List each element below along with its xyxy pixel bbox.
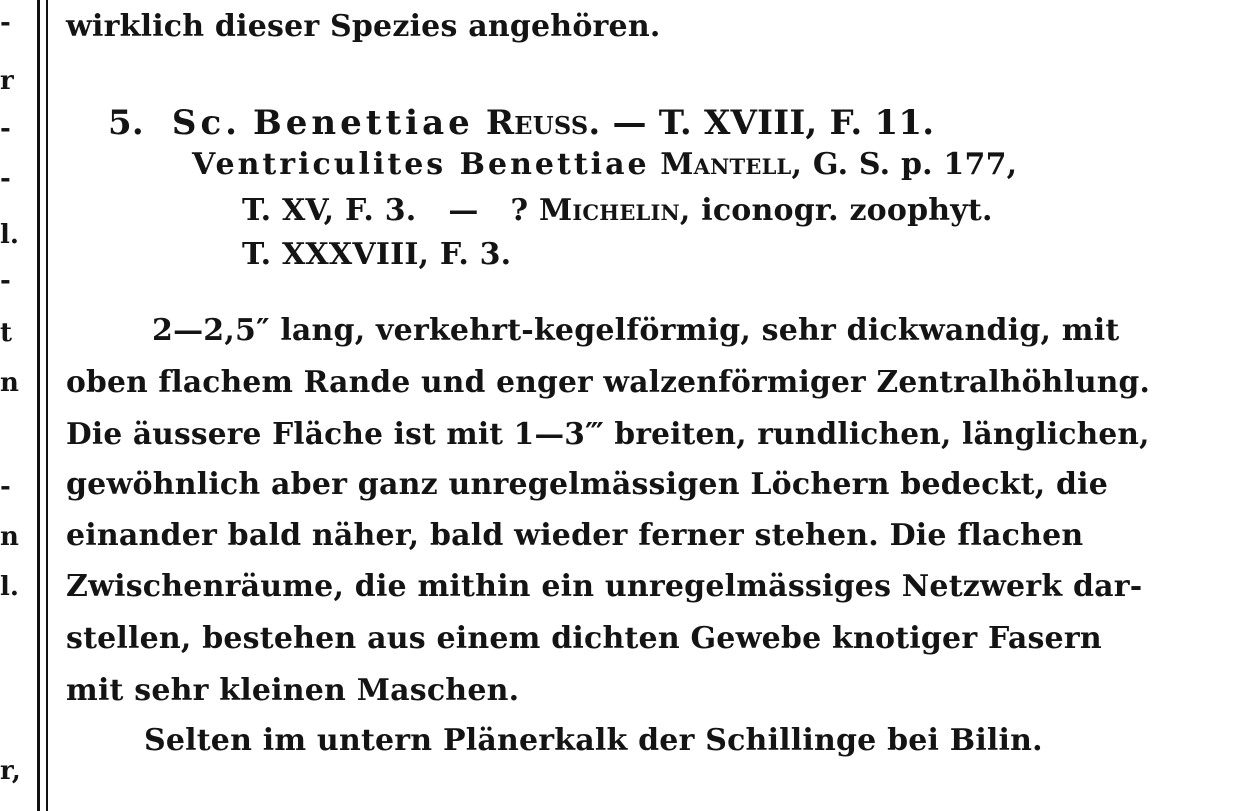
synonym-work: iconogr. zoophyt. xyxy=(701,193,993,228)
fragment: n xyxy=(0,368,19,398)
species-author: Reuss. xyxy=(485,103,601,143)
column-divider-rule xyxy=(46,0,48,811)
description-line: Die äussere Fläche ist mit 1—3‴ breiten, rundlichen, länglichen, xyxy=(66,417,1150,452)
fragment: - xyxy=(0,472,11,502)
fragment: l. xyxy=(0,220,19,250)
synonym-name: Ventriculites Benettiae xyxy=(192,147,650,182)
fragment: n xyxy=(0,522,19,552)
synonymy-line-2 xyxy=(242,193,993,228)
description-line: gewöhnlich aber ganz unregelmässigen Löchern bedeckt, die xyxy=(66,467,1109,502)
synonym-plate: T. XV, F. 3. xyxy=(242,193,417,228)
description-line: Zwischenräume, die mithin ein unregelmässiges Netzwerk dar- xyxy=(66,569,1143,604)
continuation-line: wirklich dieser Spezies angehören. xyxy=(66,9,661,44)
description-line: oben flachem Rande und enger walzenförmiger Zentralhöhlung. xyxy=(66,365,1151,400)
species-number: 5. xyxy=(108,103,144,143)
fragment: - xyxy=(0,8,11,38)
column-divider-rule xyxy=(37,0,40,811)
synonym-author-2: Michelin, xyxy=(538,193,691,228)
plate-reference: — T. XVIII, F. 11. xyxy=(612,103,935,143)
left-column-fragments xyxy=(0,0,30,811)
synonym-dash: — xyxy=(448,193,479,228)
occurrence-line: Selten im untern Plänerkalk der Schillinge bei Bilin. xyxy=(144,723,1043,758)
fragment: - xyxy=(0,114,11,144)
species-heading xyxy=(108,103,935,143)
synonym-query: ? xyxy=(510,193,529,228)
fragment: l. xyxy=(0,572,19,602)
description-line: 2—2,5″ lang, verkehrt-kegelförmig, sehr dickwandig, mit xyxy=(152,313,1120,348)
description-line: mit sehr kleinen Maschen. xyxy=(66,673,520,708)
synonym-reference: G. S. p. 177, xyxy=(812,147,1018,182)
species-name: Benettiae xyxy=(253,103,474,143)
synonym-author: Mantell, xyxy=(660,147,803,182)
species-genus: Sc. xyxy=(171,103,241,143)
fragment: r, xyxy=(0,756,21,786)
fragment: - xyxy=(0,164,11,194)
synonymy-line-1 xyxy=(192,147,1018,182)
fragment: r xyxy=(0,66,14,96)
fragment: - xyxy=(0,266,11,296)
fragment: t xyxy=(0,318,13,348)
synonymy-line-3: T. XXXVIII, F. 3. xyxy=(242,237,512,272)
description-line: einander bald näher, bald wieder ferner stehen. Die flachen xyxy=(66,518,1084,553)
description-line: stellen, bestehen aus einem dichten Gewebe knotiger Fasern xyxy=(66,621,1102,656)
